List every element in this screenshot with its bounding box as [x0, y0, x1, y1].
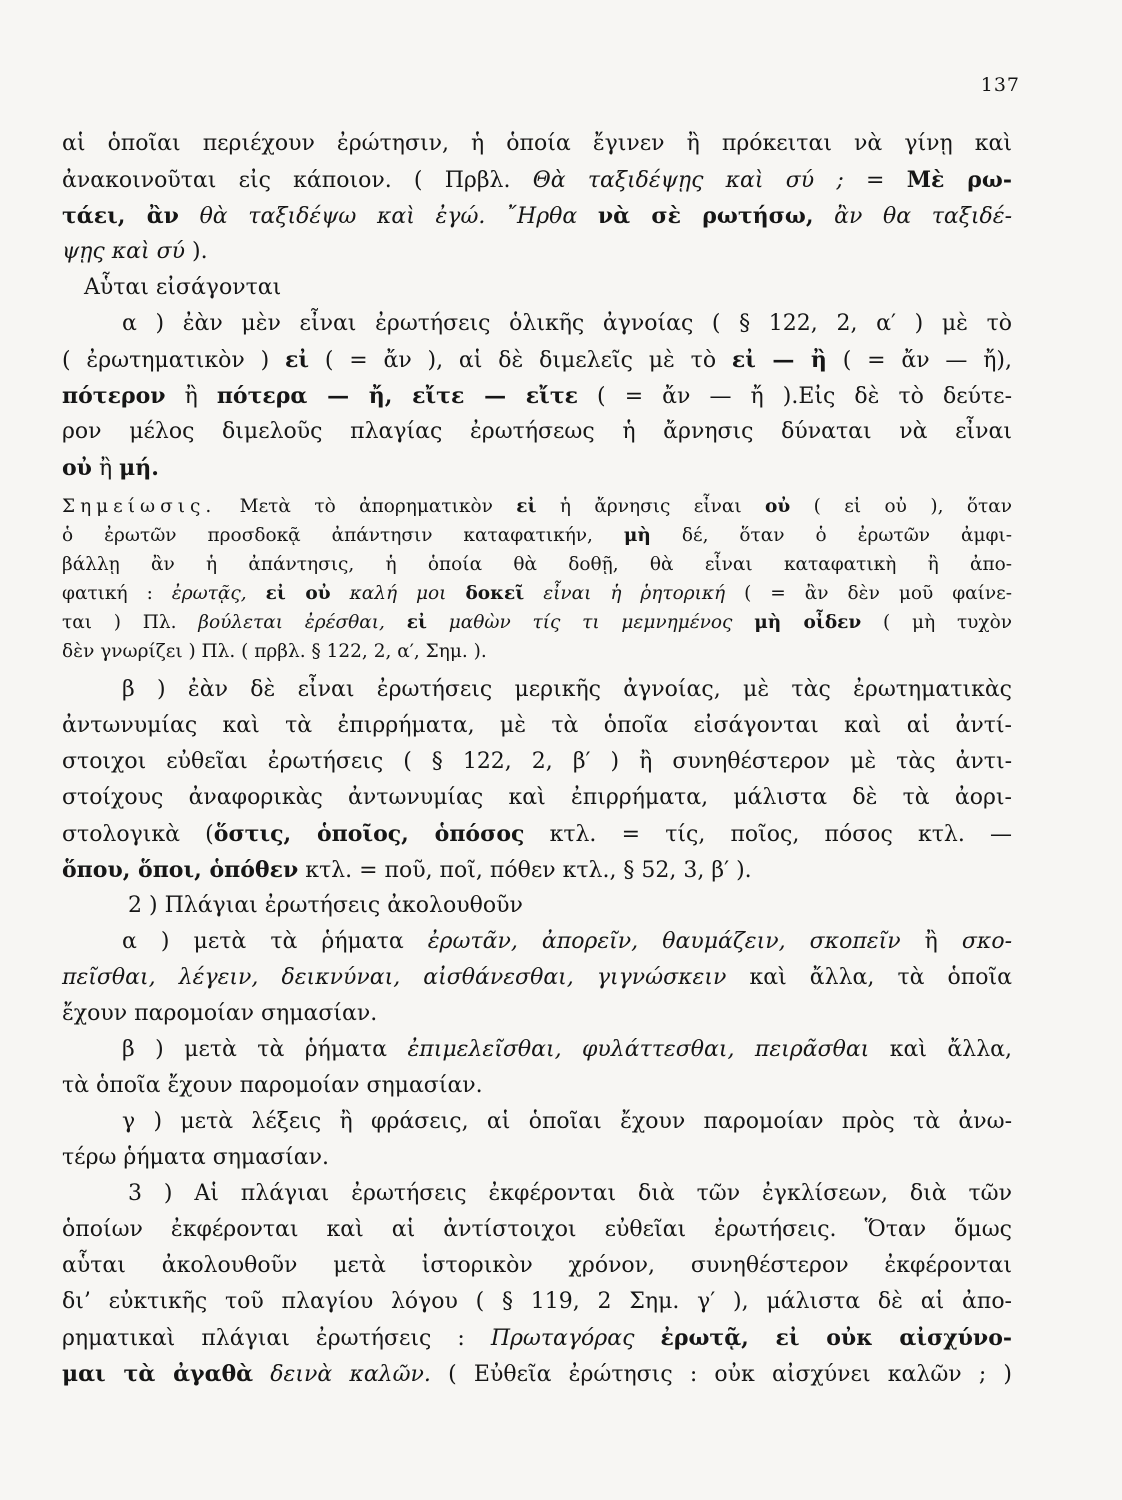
bold-text: ἐρωτᾷ, εἰ οὐκ αἰσχύνο-: [660, 1325, 1013, 1351]
text-line: [62, 1284, 1012, 1320]
text-line: [62, 234, 1012, 270]
text-span: [732, 612, 754, 633]
text-line: [62, 342, 1012, 378]
bold-text: εἰ: [406, 612, 427, 633]
italic-text: βούλεται ἐρέσθαι,: [198, 612, 385, 633]
bold-text: οὐ: [765, 496, 791, 517]
page-body: [62, 126, 1012, 1392]
bold-text: εἰ — ἢ: [731, 347, 827, 373]
text-span: καὶ ἄλλα,: [869, 1037, 1013, 1062]
text-span: αἱ ὁποῖαι περιέχουν ἐρώτησιν, ἡ ὁποία ἔγινεν ἢ πρόκειται νὰ γίνῃ καὶ: [62, 131, 1012, 156]
main-paragraphs-continued: [62, 672, 1012, 1392]
text-line: [62, 637, 1012, 666]
text-line: [62, 1248, 1012, 1284]
text-line: [62, 1104, 1012, 1140]
text-span: αὗται ἀκολουθοῦν μετὰ ἱστορικὸν χρόνον, συνηθέστερον ἐκφέρονται: [62, 1253, 1012, 1278]
text-span: [446, 583, 465, 604]
text-line: [62, 924, 1012, 960]
text-span: [577, 204, 598, 229]
text-span: ρηματικαὶ πλάγιαι ἐρωτήσεις :: [62, 1326, 491, 1351]
text-span: 3 ) Αἱ πλάγιαι ἐρωτήσεις ἐκφέρονται διὰ τῶν ἐγκλίσεων, διὰ τῶν: [128, 1181, 1012, 1206]
text-span: ἢ: [900, 929, 962, 954]
text-span: βάλλῃ ἂν ἡ ἀπάντησις, ἡ ὁποία θὰ δοθῇ, θὰ εἶναι καταφατικὴ ἢ ἀπο-: [62, 554, 1012, 575]
main-paragraphs: [62, 126, 1012, 486]
text-line: [62, 816, 1012, 852]
italic-text: εἶναι ἡ ῥητορική: [543, 583, 726, 604]
text-line: [62, 708, 1012, 744]
text-span: β ) μετὰ τὰ ῥήματα: [122, 1037, 408, 1062]
italic-text: μαθὼν τίς τι μεμνημένος: [448, 612, 733, 633]
text-line: [62, 450, 1012, 486]
text-span: τὰ ὁποῖα ἔχουν παρομοίαν σημασίαν.: [62, 1073, 483, 1098]
text-line: [62, 521, 1012, 550]
text-span: κτλ. = τίς, ποῖος, πόσος κτλ. —: [524, 822, 1013, 847]
text-span: α ) μετὰ τὰ ῥήματα: [122, 929, 428, 954]
text-span: ἢ: [165, 384, 217, 409]
bold-text: μή.: [119, 455, 159, 481]
text-span: φατική :: [62, 583, 172, 604]
text-span: [634, 1326, 660, 1351]
text-span: ( Εὐθεῖα ἐρώτησις : οὐκ αἰσχύνει καλῶν ; ): [430, 1362, 1012, 1387]
text-line: [62, 960, 1012, 996]
italic-text: δεινὰ καλῶν.: [270, 1362, 431, 1387]
text-span: Αὗται εἰσάγονται: [84, 275, 282, 300]
bold-text: εἰ: [284, 347, 309, 373]
text-span: [331, 583, 350, 604]
bold-text: μαι τὰ ἀγαθὰ: [62, 1361, 254, 1387]
text-span: [524, 583, 543, 604]
text-line: [62, 780, 1012, 816]
text-span: ὁποίων ἐκφέρονται καὶ αἱ ἀντίστοιχοι εὐθεῖαι ἐρωτήσεις. Ὅταν ὅμως: [62, 1217, 1012, 1242]
italic-text: ἂν θα ταξιδέ-: [834, 204, 1013, 229]
bold-text: ὅστις, ὁποῖος, ὁπόσος: [213, 821, 525, 847]
text-span: ρον μέλος διμελοῦς πλαγίας ἐρωτήσεως ἡ ἄρνησις δύναται νὰ εἶναι: [62, 419, 1012, 444]
text-line: [62, 306, 1012, 342]
text-span: ).: [185, 239, 208, 264]
text-span: ( εἰ οὐ ), ὅταν: [790, 496, 1012, 517]
text-line: [62, 550, 1012, 579]
italic-text: θὰ ταξιδέψω καὶ ἐγώ. ῎Ηρθα: [199, 204, 578, 229]
text-line: [62, 198, 1012, 234]
text-span: στολογικὰ (: [62, 822, 214, 847]
text-span: Σημείωσις.: [62, 496, 217, 517]
text-line: [62, 126, 1012, 162]
bold-text: εἰ: [516, 496, 537, 517]
text-line: [62, 270, 1012, 306]
italic-text: ψῃς καὶ σύ: [62, 239, 186, 264]
text-span: Μετὰ τὸ ἀπορηματικὸν: [216, 496, 517, 517]
text-line: [62, 492, 1012, 521]
italic-text: Πρωταγόρας: [490, 1326, 635, 1351]
bold-text: εἰ οὐ: [265, 583, 331, 604]
text-line: [62, 414, 1012, 450]
text-span: τέρω ῥήματα σημασίαν.: [62, 1145, 329, 1170]
text-span: ( μὴ τυχὸν: [861, 612, 1013, 633]
text-span: β ) ἐὰν δὲ εἶναι ἐρωτήσεις μερικῆς ἀγνοίας, μὲ τὰς ἐρωτηματικὰς: [122, 677, 1012, 702]
text-span: ( = ἄν — ἤ ).Εἰς δὲ τὸ δεύτε-: [578, 384, 1012, 409]
bold-text: δοκεῖ: [465, 583, 525, 604]
text-span: ( = ἂν δὲν μοῦ φαίνε-: [725, 583, 1013, 604]
page-number: 137: [980, 74, 1020, 96]
text-span: ὁ ἐρωτῶν προσδοκᾷ ἀπάντησιν καταφατικήν,: [62, 525, 624, 546]
text-span: [814, 204, 835, 229]
text-span: ( = ἄν ), αἱ δὲ διμελεῖς μὲ τὸ: [309, 348, 732, 373]
text-span: [385, 612, 407, 633]
text-span: ἡ ἄρνησις εἶναι: [536, 496, 766, 517]
text-line: [62, 162, 1012, 198]
text-line: [62, 579, 1012, 608]
text-span: στοιχοι εὐθεῖαι ἐρωτήσεις ( § 122, 2, β′ ) ἢ συνηθέστερον μὲ τὰς ἀντι-: [62, 749, 1012, 774]
text-line: [62, 1176, 1012, 1212]
bold-text: μὴ οἶδεν: [754, 612, 862, 633]
bold-text: πότερον: [62, 383, 166, 409]
bold-text: νὰ σὲ ρωτήσω,: [597, 203, 814, 229]
text-span: γ ) μετὰ λέξεις ἢ φράσεις, αἱ ὁποῖαι ἔχουν παρομοίαν πρὸς τὰ ἀνω-: [122, 1109, 1012, 1134]
bold-text: πότερα — ἤ, εἴτε — εἴτε: [216, 383, 578, 409]
text-span: ἢ: [91, 456, 120, 481]
text-span: =: [843, 168, 907, 193]
text-span: δέ, ὅταν ὁ ἐρωτῶν ἀμφι-: [650, 525, 1012, 546]
italic-text: σκο-: [961, 929, 1013, 954]
text-line: [62, 744, 1012, 780]
bold-text: ὅπου, ὅποι, ὁπόθεν: [62, 857, 299, 883]
text-line: [62, 1356, 1012, 1392]
text-span: ται ) Πλ.: [62, 612, 199, 633]
italic-text: ἐπιμελεῖσθαι, φυλάττεσθαι, πειρᾶσθαι: [407, 1037, 870, 1062]
italic-text: ἐρωτᾶν, ἀπορεῖν, θαυμάζειν, σκοπεῖν: [427, 929, 901, 954]
note-paragraph: [62, 492, 1012, 666]
text-line: [62, 1140, 1012, 1176]
text-span: α ) ἐὰν μὲν εἶναι ἐρωτήσεις ὁλικῆς ἀγνοίας ( § 122, 2, α′ ) μὲ τὸ: [122, 311, 1012, 336]
text-span: δὲν γνωρίζει ) Πλ. ( πρβλ. § 122, 2, α′, Σημ. ).: [62, 641, 487, 662]
italic-text: πεῖσθαι, λέγειν, δεικνύναι, αἰσθάνεσθαι, γιγνώσκειν: [62, 965, 727, 990]
text-span: [427, 612, 449, 633]
text-line: [62, 996, 1012, 1032]
text-span: ἔχουν παρομοίαν σημασίαν.: [62, 1001, 378, 1026]
italic-text: ἐρωτᾷς,: [171, 583, 247, 604]
text-line: [62, 608, 1012, 637]
text-line: [62, 852, 1012, 888]
text-span: ( ἐρωτηματικὸν ): [62, 348, 285, 373]
text-line: [62, 1032, 1012, 1068]
text-line: [62, 672, 1012, 708]
text-span: κτλ. = ποῦ, ποῖ, πόθεν κτλ., § 52, 3, β′ ).: [298, 858, 752, 883]
text-line: [62, 1320, 1012, 1356]
text-span: ἀνακοινοῦται εἰς κάποιον. ( Πρβλ.: [62, 168, 533, 193]
text-span: ( = ἄν — ἤ),: [826, 348, 1012, 373]
text-span: στοίχους ἀναφορικὰς ἀντωνυμίας καὶ ἐπιρρήματα, μάλιστα δὲ τὰ ἀορι-: [62, 785, 1012, 810]
text-line: [62, 888, 1012, 924]
text-line: [62, 1068, 1012, 1104]
text-span: ἀντωνυμίας καὶ τὰ ἐπιρρήματα, μὲ τὰ ὁποῖα εἰσάγονται καὶ αἱ ἀντί-: [62, 713, 1012, 738]
bold-text: μὴ: [623, 525, 651, 546]
text-line: [62, 378, 1012, 414]
bold-text: οὐ: [62, 455, 92, 481]
text-span: [253, 1362, 270, 1387]
text-span: [179, 204, 200, 229]
text-span: 2 ) Πλάγιαι ἐρωτήσεις ἀκολουθοῦν: [128, 893, 523, 918]
text-span: καὶ ἄλλα, τὰ ὁποῖα: [726, 965, 1012, 990]
italic-text: Θὰ ταξιδέψῃς καὶ σύ ;: [532, 168, 844, 193]
text-span: δι’ εὐκτικῆς τοῦ πλαγίου λόγου ( § 119, 2 Σημ. γ′ ), μάλιστα δὲ αἱ ἀπο-: [62, 1289, 1012, 1314]
text-span: [247, 583, 266, 604]
bold-text: Μὲ ρω-: [906, 167, 1013, 193]
bold-text: τάει, ἂν: [62, 203, 179, 229]
text-line: [62, 1212, 1012, 1248]
italic-text: καλή μοι: [349, 583, 447, 604]
